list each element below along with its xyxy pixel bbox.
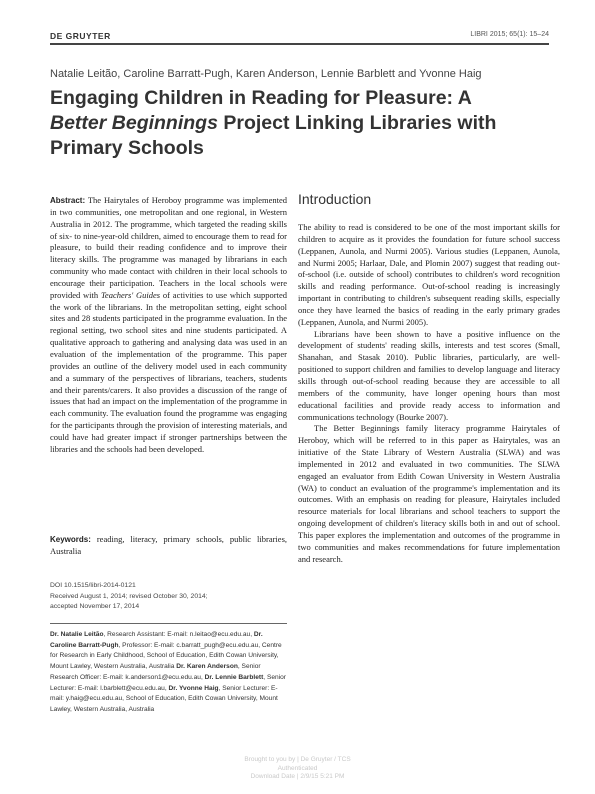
keywords-label: Keywords:	[50, 535, 91, 544]
header-rule	[50, 43, 549, 45]
affil-name-3: Dr. Karen Anderson	[176, 663, 238, 671]
introduction-body	[298, 222, 560, 565]
accepted-date: accepted November 17, 2014	[50, 603, 140, 610]
abstract	[50, 195, 287, 456]
affil-text-2: , Professor: E-mail: c.barratt_pugh@ecu.edu.au, Centre for Research in Early Childhood, School of Education, Edith Cowan University, Mount Lawley, Western Australia, Australia	[50, 641, 282, 671]
article-meta	[50, 581, 287, 613]
article-title	[50, 86, 550, 161]
affil-text-3: , Senior Research Officer: E-mail: k.anderson1@ecu.edu.au,	[50, 663, 261, 681]
affil-name-5: Dr. Yvonne Haig	[168, 684, 219, 692]
intro-paragraph-2: Librarians have been shown to have a positive influence on the development of students' reading skills, interests and test scores (Small, Shanahan, and Stasak 2010). Public libraries, particularly, are well-positioned to support children and families to develop language and literacy skills through out-of-school reading because they are accessible to all members of the community, have longer opening hours than most educational facilities and provide ready access to information and communications technology (Bourke 2007).	[298, 328, 560, 422]
title-line-2: Project Linking Libraries with	[217, 112, 497, 134]
affil-name-1: Dr. Natalie Leitão	[50, 631, 104, 638]
abstract-label: Abstract:	[50, 196, 86, 205]
journal-citation: LIBRI 2015; 65(1): 15–24	[470, 31, 549, 38]
title-line-1: Engaging Children in Reading for Pleasure: A	[50, 87, 472, 109]
affil-text-1: , Research Assistant: E-mail: n.leitao@ecu.edu.au,	[103, 631, 254, 638]
abstract-italic: Teachers' Guides	[100, 289, 161, 300]
abstract-text-b: of activities to use which supported the work of the librarians. In the metropolitan setting, eight school sites and 28 students participated in the programme evaluation. In the regional setting, two school sites and nine students participated. A qualitative approach to gathering and analysing data was used in an evaluation of the implementation of the programme. This paper provides an outline of the delivery model used in each community and a summary of the perspectives of librarians, teachers, students and their parents/carers. It also provides a discussion of the range of issues that had an impact on the implementation of the programme in each community. The evaluation found the programme was engaging for the participants through the provision of interesting materials, and could have had greater impact if stronger partnerships between the libraries and the schools had been developed.	[50, 289, 287, 454]
keywords	[50, 534, 287, 558]
received-date: Received August 1, 2014; revised October 30, 2014;	[50, 592, 208, 600]
author-list: Natalie Leitão, Caroline Barratt-Pugh, Karen Anderson, Lennie Barblett and Yvonne Haig	[50, 68, 482, 80]
section-heading-introduction: Introduction	[298, 191, 372, 207]
author-affiliations	[50, 630, 287, 716]
watermark-line-2: Authenticated	[277, 764, 318, 772]
download-watermark	[0, 756, 595, 782]
publisher-name: DE GRUYTER	[50, 31, 111, 41]
keywords-text: reading, literacy, primary schools, public libraries, Australia	[50, 534, 287, 556]
affil-name-2: Dr. Caroline Barratt-Pugh	[50, 631, 263, 649]
intro-paragraph-3: The Better Beginnings family literacy programme Hairytales of Heroboy, which will be referred to in this paper as Hairytales, was an initiative of the State Library of Western Australia (SLWA) and was implemented in 2012 and evaluated in two communities. The SLWA engaged an evaluator from Edith Cowan University in Western Australia (WA) to conduct an evaluation of the programme's implementation and its outcomes. With an emphasis on reading for pleasure, Hairytales included resource materials for local librarians and school teachers to support the ongoing development of children's literacy skills both in and out of school. This paper explores the implementation and outcomes of the programme in two communities and makes recommendations for future implementation and research.	[298, 423, 560, 564]
affiliation-rule	[50, 623, 287, 624]
watermark-line-3: Download Date | 2/9/15 5:21 PM	[250, 773, 345, 780]
title-italic-part: Better Beginnings	[50, 112, 218, 134]
intro-paragraph-1: The ability to read is considered to be one of the most important skills for children to acquire as it provides the foundation for future school success (Leppanen, Aunola, and Nurmi 2005). Various studies (Leppanen, Aunola, and Nurmi 2005; Harlaar, Dale, and Plomin 2007) suggest that reading out-of-school (i.e. outside of school) contributes to children's word recognition skills and reading performance. Out-of-school reading is increasingly important in contributing to children's subsequent reading skills, especially once they have learned the basics of reading in the early primary grades (Leppanen, Aunola, and Nurmi 2005).	[298, 222, 560, 327]
watermark-line-1: Brought to you by | De Gruyter / TCS	[244, 756, 351, 763]
title-line-3: Primary Schools	[50, 137, 204, 159]
affil-text-4: , Senior Lecturer: E-mail: l.barblett@ecu.edu.au,	[50, 673, 287, 692]
abstract-text-a: The Hairytales of Heroboy programme was implemented in two communities, one metropolitan and one regional, in Western Australia in 2012. The programme, which targeted the reading skills of six- to nine-year-old children, aimed to encourage them to read for pleasure, to build their reading confidence and to improve their literacy skills. The programme was managed by librarians in each community who made contact with children in their local schools to encourage their participation. Teachers in the local schools were provided with	[50, 195, 287, 300]
doi-link[interactable]: DOI 10.1515/libri-2014-0121	[50, 582, 136, 589]
affil-name-4: Dr. Lennie Barblett	[204, 673, 264, 681]
affil-text-5: , Senior Lecturer: E-mail: y.haig@ecu.edu.au, School of Education, Edith Cowan University, Mount Lawley, Western Australia, Australia	[50, 684, 278, 713]
